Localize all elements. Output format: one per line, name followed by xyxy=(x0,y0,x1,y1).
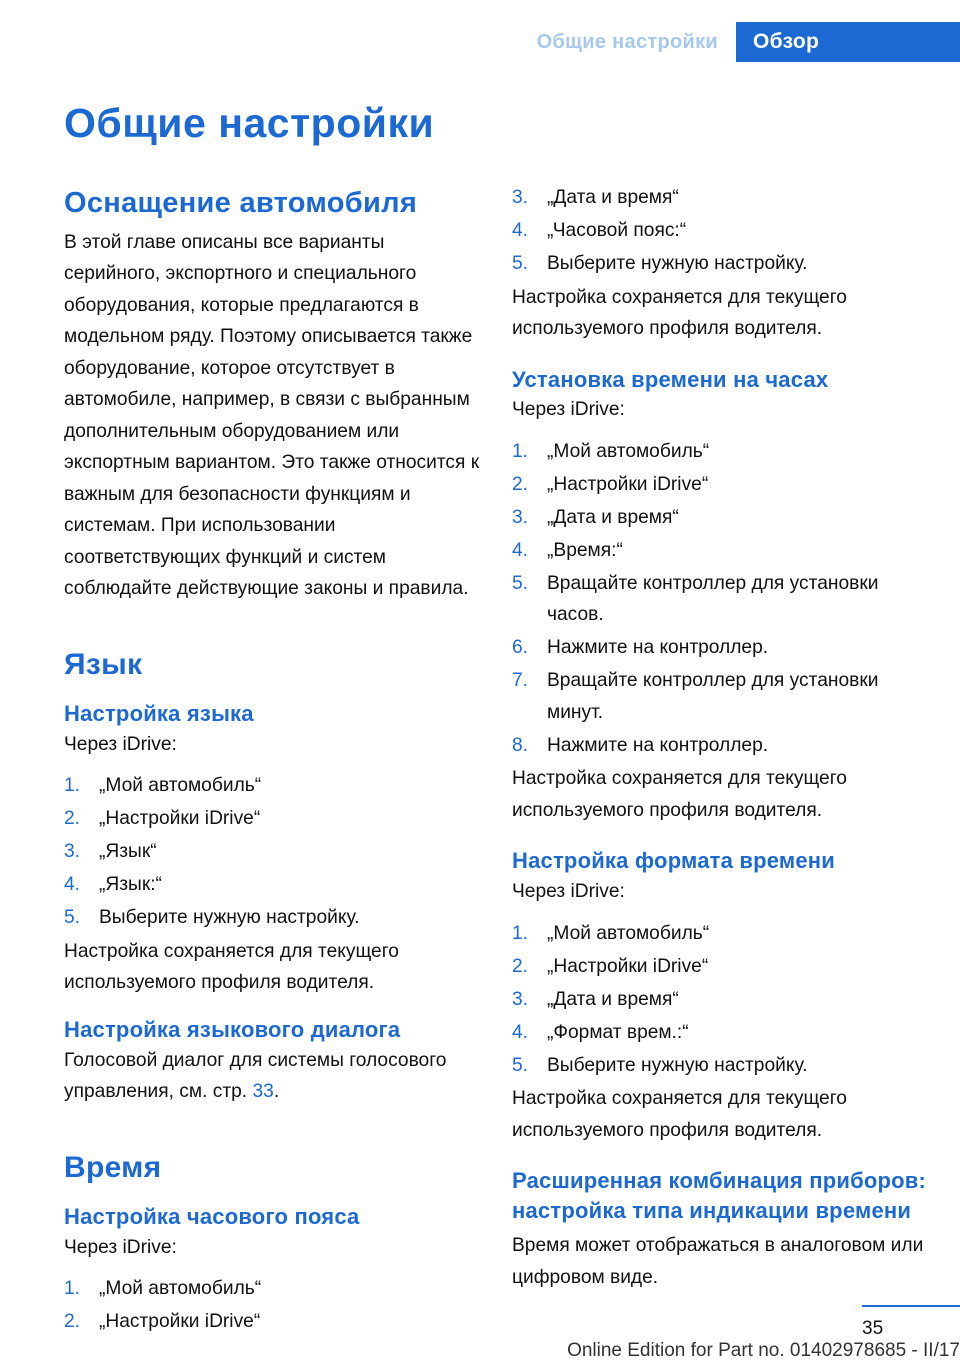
timezone-saved-note: Настройка сохраняется для текущего используемого профиля водителя. xyxy=(512,286,847,339)
clock-heading: Установка времени на часах xyxy=(512,366,829,392)
step-number: 4. xyxy=(64,874,81,896)
step-number: 2. xyxy=(512,473,529,495)
list-item xyxy=(512,632,932,664)
step-text: „Настройки iDrive“ xyxy=(99,808,261,830)
step-number: 4. xyxy=(512,1021,529,1043)
language-heading: Язык xyxy=(64,647,143,681)
timezone-steps-b xyxy=(512,182,932,280)
format-steps xyxy=(512,918,932,1082)
step-number: 1. xyxy=(512,922,529,944)
step-text: „Дата и время“ xyxy=(547,506,679,528)
timezone-heading: Настройка часового пояса xyxy=(64,1203,360,1229)
step-text: „Язык“ xyxy=(99,841,157,863)
step-number: 5. xyxy=(512,1054,529,1076)
step-text: „Настройки iDrive“ xyxy=(547,473,709,495)
step-number: 6. xyxy=(512,637,529,659)
dialog-text-before: Голосовой диалог для системы голосового управления, см. стр. xyxy=(64,1049,447,1103)
step-number: 3. xyxy=(512,187,529,208)
list-item xyxy=(64,869,482,901)
step-number: 8. xyxy=(512,734,529,756)
edition-note: Online Edition for Part no. 01402978685 - II/17 xyxy=(567,1340,960,1361)
step-number: 4. xyxy=(512,539,529,561)
step-number: 4. xyxy=(512,220,529,241)
time-heading: Время xyxy=(64,1150,162,1184)
step-text: Нажмите на контроллер. xyxy=(547,734,769,756)
clock-steps xyxy=(512,436,932,762)
step-number: 2. xyxy=(64,1311,81,1333)
cluster-text: Время может отображаться в аналоговом или цифровом виде. xyxy=(512,1235,924,1288)
step-number: 1. xyxy=(512,440,529,462)
language-via: Через iDrive: xyxy=(64,733,177,755)
step-text: Выберите нужную настройку. xyxy=(547,253,808,274)
step-number: 2. xyxy=(64,808,81,830)
step-text: „Дата и время“ xyxy=(547,988,679,1010)
step-text: „Мой автомобиль“ xyxy=(547,922,710,944)
list-item xyxy=(512,502,932,534)
header-category: Общие настройки xyxy=(536,30,718,53)
header-tab: Обзор xyxy=(736,22,960,62)
step-text: Вращайте контроллер для установки минут. xyxy=(547,670,879,723)
list-item xyxy=(512,951,932,983)
page-reference-link[interactable]: 33 xyxy=(252,1081,274,1103)
dialog-heading: Настройка языкового диалога xyxy=(64,1016,401,1042)
list-item xyxy=(512,215,932,247)
clock-via: Через iDrive: xyxy=(512,399,625,421)
language-setting-heading: Настройка языка xyxy=(64,700,254,726)
page-header xyxy=(513,22,960,62)
right-column xyxy=(512,186,932,1293)
list-item xyxy=(512,1050,932,1082)
list-item xyxy=(512,568,932,631)
step-text: Нажмите на контроллер. xyxy=(547,637,769,659)
step-text: „Дата и время“ xyxy=(547,187,679,208)
step-number: 1. xyxy=(64,775,81,797)
step-number: 3. xyxy=(512,506,529,528)
list-item xyxy=(512,469,932,501)
step-text: „Настройки iDrive“ xyxy=(547,955,709,977)
list-item xyxy=(512,665,932,728)
step-number: 5. xyxy=(512,572,529,594)
equipment-heading: Оснащение автомобиля xyxy=(64,187,418,219)
timezone-steps-a xyxy=(64,1273,482,1338)
list-item xyxy=(512,182,932,214)
page-number: 35 xyxy=(862,1318,884,1339)
format-heading: Настройка формата времени xyxy=(512,848,836,874)
clock-saved-note: Настройка сохраняется для текущего используемого профиля водителя. xyxy=(512,768,847,821)
step-number: 5. xyxy=(512,253,529,274)
list-item xyxy=(64,1306,482,1338)
dialog-text-after: . xyxy=(273,1081,280,1103)
left-column xyxy=(64,186,482,1338)
list-item xyxy=(64,902,482,934)
format-via: Через iDrive: xyxy=(512,881,625,903)
list-item xyxy=(64,1273,482,1305)
step-text: „Язык:“ xyxy=(99,874,162,896)
step-text: „Настройки iDrive“ xyxy=(99,1311,261,1333)
list-item xyxy=(512,535,932,567)
step-text: „Мой автомобиль“ xyxy=(99,1278,262,1300)
step-text: „Мой автомобиль“ xyxy=(99,775,262,797)
step-text: „Часовой пояс:“ xyxy=(547,220,687,241)
dialog-text xyxy=(64,1045,482,1108)
equipment-text: В этой главе описаны все варианты серийного, экспортного и специального оборудования, которые предлагаются в модельном ряду. Поэтому описывается также оборудование, которое отсутствует в автомобиле, например, в связи с выбранным дополнительным оборудованием или экспортным вариантом. Это также относится к важным для безопасности функциям и системам. При использовании соответствующих функций и систем соблюдайте действующие законы и правила. xyxy=(64,231,480,600)
list-item xyxy=(512,436,932,468)
step-number: 5. xyxy=(64,907,81,929)
list-item xyxy=(512,1017,932,1049)
list-item xyxy=(64,836,482,868)
language-steps xyxy=(64,770,482,934)
cluster-heading: Расширенная комбинация приборов: настройка типа индикации времени xyxy=(512,1168,927,1224)
step-number: 1. xyxy=(64,1278,81,1300)
page-title: Общие настройки xyxy=(64,100,435,146)
step-number: 3. xyxy=(512,988,529,1010)
step-text: „Формат врем.:“ xyxy=(547,1021,689,1043)
language-saved-note: Настройка сохраняется для текущего используемого профиля водителя. xyxy=(64,940,399,994)
step-text: „Мой автомобиль“ xyxy=(547,440,710,462)
step-number: 2. xyxy=(512,955,529,977)
step-text: Выберите нужную настройку. xyxy=(547,1054,808,1076)
list-item xyxy=(512,730,932,762)
step-text: „Время:“ xyxy=(547,539,623,561)
list-item xyxy=(64,770,482,802)
timezone-via: Через iDrive: xyxy=(64,1236,177,1258)
step-text: Вращайте контроллер для установки часов. xyxy=(547,572,879,626)
step-number: 3. xyxy=(64,841,81,863)
list-item xyxy=(512,984,932,1016)
format-saved-note: Настройка сохраняется для текущего используемого профиля водителя. xyxy=(512,1088,847,1141)
list-item xyxy=(512,248,932,280)
footer-rule xyxy=(862,1305,960,1307)
list-item xyxy=(512,918,932,950)
step-text: Выберите нужную настройку. xyxy=(99,907,360,929)
list-item xyxy=(64,803,482,835)
step-number: 7. xyxy=(512,670,529,692)
